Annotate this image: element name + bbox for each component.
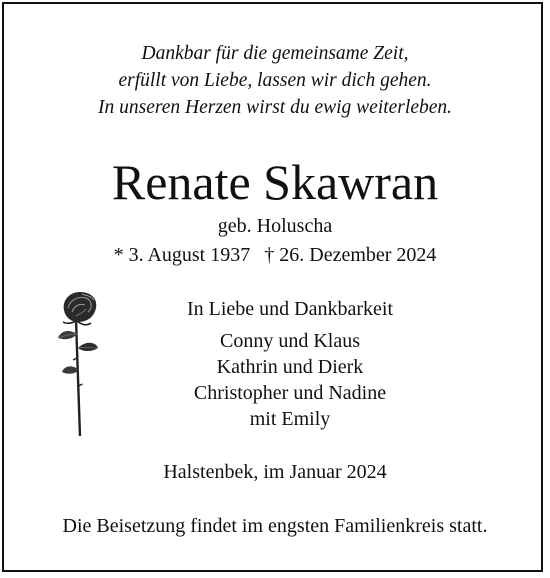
mourner-name: Conny und Klaus bbox=[220, 330, 360, 352]
motto-line: erfüllt von Liebe, lassen wir dich gehen. bbox=[118, 70, 432, 91]
place-date: Halstenbek, im Januar 2024 bbox=[163, 461, 387, 483]
motto-line: Dankbar für die gemeinsame Zeit, bbox=[141, 43, 409, 64]
death-date: † 26. Dezember 2024 bbox=[264, 244, 437, 266]
mourner-name: mit Emily bbox=[249, 408, 331, 430]
motto-line: In unseren Herzen wirst du ewig weiterleben. bbox=[97, 97, 453, 118]
motto bbox=[0, 40, 550, 121]
mourners bbox=[125, 296, 455, 432]
birth-date: * 3. August 1937 bbox=[113, 244, 251, 266]
mourners-intro: In Liebe und Dankbarkeit bbox=[186, 298, 394, 320]
life-dates bbox=[0, 242, 550, 268]
mourner-name: Christopher und Nadine bbox=[193, 382, 387, 404]
funeral-notice: Die Beisetzung findet im engsten Familienkreis statt. bbox=[62, 515, 488, 537]
mourner-name: Kathrin und Dierk bbox=[216, 356, 364, 378]
rose-icon bbox=[50, 288, 110, 438]
birth-name: geb. Holuscha bbox=[217, 215, 333, 237]
deceased-name: Renate Skawran bbox=[111, 154, 439, 210]
